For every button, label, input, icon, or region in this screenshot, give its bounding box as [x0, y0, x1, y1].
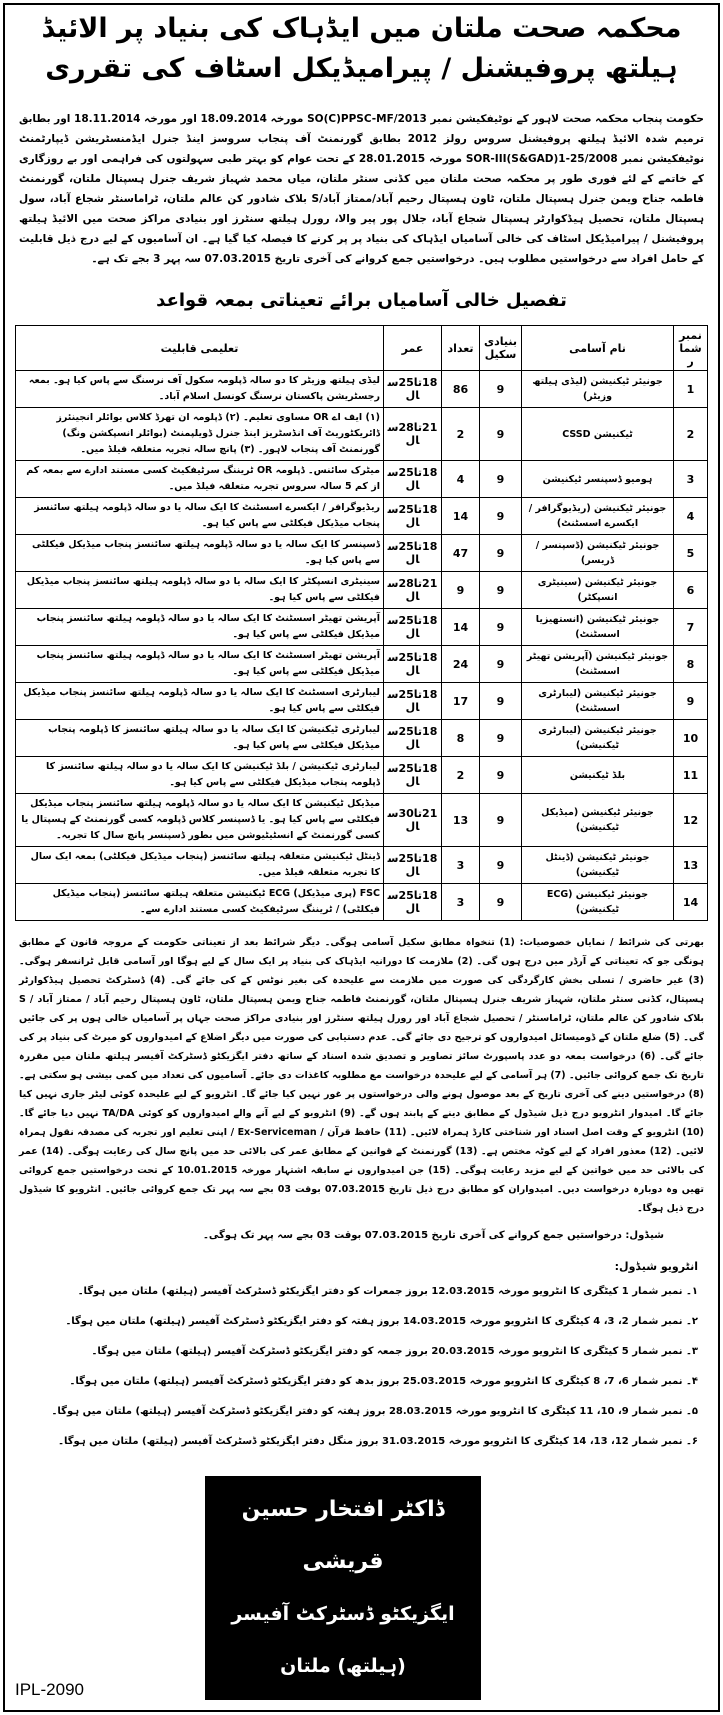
- scale-cell: 9: [480, 408, 522, 461]
- post-name-cell: جونیئر ٹیکنیشن (لیبارٹری ٹیکنیشن): [522, 720, 674, 757]
- age-cell: 18تا25سال: [384, 535, 442, 572]
- table-row: [16, 498, 708, 535]
- serial-cell: 4: [674, 498, 708, 535]
- scale-cell: 9: [480, 572, 522, 609]
- post-name-cell: جونیئر ٹیکنیشن (آپریشن تھیٹر اسسٹنٹ): [522, 646, 674, 683]
- qualification-cell: لیبارٹری اسسٹنٹ کا ایک سالہ یا دو سالہ ڈپلومہ ہیلتھ سائنسز پنجاب میڈیکل فیکلٹی سے پاس کیا ہو۔: [16, 683, 384, 720]
- post-name-cell: جونیئر ٹیکنیشن (ڈینٹل ٹیکنیشن): [522, 847, 674, 884]
- age-cell: 18تا25سال: [384, 646, 442, 683]
- scale-cell: 9: [480, 884, 522, 921]
- age-cell: 18تا25سال: [384, 609, 442, 646]
- count-cell: 9: [442, 572, 480, 609]
- vacancies-table: [15, 325, 708, 921]
- qualification-cell: ڈینٹل ٹیکنیشن متعلقہ ہیلتھ سائنسز (پنجاب میڈیکل فیکلٹی) بمعہ ایک سال کا تجربہ متعلقہ فیلڈ میں۔: [16, 847, 384, 884]
- scale-cell: 9: [480, 847, 522, 884]
- scale-cell: 9: [480, 371, 522, 408]
- post-name-cell: جونیئر ٹیکنیشن (میڈیکل ٹیکنیشن): [522, 794, 674, 847]
- count-cell: 86: [442, 371, 480, 408]
- scale-cell: 9: [480, 646, 522, 683]
- serial-cell: 13: [674, 847, 708, 884]
- age-cell: 21تا28سال: [384, 408, 442, 461]
- table-row: [16, 847, 708, 884]
- table-row: [16, 683, 708, 720]
- ad-frame: [3, 3, 720, 1712]
- table-row: [16, 408, 708, 461]
- interview-item: ۳۔ نمبر شمار 5 کیٹگری کا انٹرویو مورخہ 20.03.2015 بروز جمعہ کو دفتر ایگزیکٹو ڈسٹرکٹ آفیسر (ہیلتھ) ملتان میں ہوگا۔: [91, 1346, 698, 1357]
- scale-cell: 9: [480, 535, 522, 572]
- post-name-cell: جونیئر ٹیکنیشن (سینیٹری انسپکٹر): [522, 572, 674, 609]
- age-cell: 18تا25سال: [384, 757, 442, 794]
- post-name-cell: جونیئر ٹیکنیشن (لیڈی ہیلتھ وزیٹر): [522, 371, 674, 408]
- scale-cell: 9: [480, 461, 522, 498]
- age-cell: 18تا25سال: [384, 371, 442, 408]
- serial-cell: 2: [674, 408, 708, 461]
- scale-cell: 9: [480, 609, 522, 646]
- interview-item: ۶۔ نمبر شمار 12، 13، 14 کیٹگری کا انٹرویو مورخہ 31.03.2015 بروز منگل دفتر ایگزیکٹو ڈسٹرکٹ آفیسر (ہیلتھ) ملتان میں ہوگا۔: [58, 1436, 698, 1447]
- post-name-cell: جونیئر ٹیکنیشن (انستھیزیا اسسٹنٹ): [522, 609, 674, 646]
- column-header: نام آسامی: [522, 326, 674, 371]
- conditions-paragraph: بھرتی کی شرائط / نمایاں خصوصیات: (1) تنخواہ مطابق سکیل آسامی ہوگی۔ دیگر شرائط بعد از تعیناتی حکومت کے مروجہ قانون کے مطابق ہونگی جو کہ تعیناتی کے آرڈر میں درج ہوں گی۔ (2) ملازمت کا دورانیہ ایڈہاک کی بنیاد پر ایک سال کے لیے ہوگا اور آسامی قابل ٹرانسفر ہوگی۔ (3) غیر حاضری / تسلی بخش کارگردگی کی صورت میں ملازمت سے علیحدہ کی بغیر نوٹس کے کی جائے گی۔ (4) ڈسٹرکٹ تحصیل ہیڈکوارٹر ہسپتال، کڈنی سنٹر ملتان، شہباز شریف جنرل ہسپتال ملتان، گورنمنٹ فاطمہ جناح ویمن ہسپتال ملتان، ٹاون ہسپتال رحیم آباد / ممتاز آباد / S بلاک شادور کن عالم ملتان، ٹراماسنٹر / تحصیل شجاع آباد اور رورل ہیلتھ سنٹرز اور بنیادی مراکز صحت جہاں پر آسامیاں خالی ہوں پر کی جائیں گی۔ (5) ضلع ملتان کے ڈومیسائل امیدواروں کو ترجیح دی جائے گی۔ عدم دستیابی کی صورت میں دیگر اضلاع کے امیدواروں کو میرٹ کی بنیاد پر کی جائے گی۔ (6) درخواست بمعہ دو عدد پاسپورٹ سائز تصاویر و تصدیق شدہ اسناد کے ساتھ دفتر ایگزیکٹو ڈسٹرکٹ آفیسر ہیلتھ ملتان میں مقررہ تاریخ تک جمع کروائی جائیں۔ (7) ہر آسامی کے لیے علیحدہ درخواست مع مطلوبہ کاغذات دی جائے۔ آسامیوں کی تعداد میں کمی بیشی ہو سکتی ہے۔ (8) درخواستیں دینے کی آخری تاریخ کے بعد موصول ہونے والی درخواستوں پر غور نہیں کیا جائے گا۔ انٹرویو کے لیے علیحدہ کوئی لیٹر جاری نہیں کیا جائے گا۔ امیدوار انٹرویو درج ذیل شیڈول کے مطابق دینے کے پابند ہوں گے۔ (9) انٹرویو کے لیے آنے والے امیدواروں کو کوئی TA/DA نہیں دیا جائے گا۔ (10) انٹرویو کے وقت اصل اسناد اور شناختی کارڈ ہمراہ لائیں۔ (11) حافظ قرآن / Ex-Serviceman / اپنی تعلیم اور تجربہ کی مصدقہ نقول ہمراہ لائیں۔ (12) معذور افراد کے لیے کوٹہ مختص ہے۔ (13) گورنمنٹ کے قوانین کے مطابق عمر کی بالائی حد میں پانچ سال کی رعایت ہوگی۔ (14) عمر کی بالائی حد میں خواتین کے لیے مزید رعایت ہوگی۔ (15) جن امیدواروں نے سابقہ اشتہار مورخہ 10.01.2015 کے تحت درخواستیں جمع کروائی تھیں وہ دوبارہ درخواست دیں۔ امیدواران کو مطابق درج ذیل تاریخ 07.03.2015 بوقت 03 بجے سہ پہر تک جمع کروائی جائیں۔ انٹرویو کا شیڈول درج ذیل ہوگا۔: [19, 937, 705, 1214]
- qualification-cell: سینیٹری انسپکٹر کا ایک سالہ یا دو سالہ ڈپلومہ ہیلتھ سائنسز پنجاب میڈیکل فیکلٹی سے پاس کیا ہو۔: [16, 572, 384, 609]
- qualification-cell: لیبارٹری ٹیکنیشن کا ایک سالہ یا دو سالہ ہیلتھ سائنسز کا ڈپلومہ پنجاب میڈیکل فیکلٹی سے پاس کیا ہو۔: [16, 720, 384, 757]
- interview-heading: انٹرویو شیڈول:: [614, 1260, 698, 1273]
- scale-cell: 9: [480, 683, 522, 720]
- post-name-cell: جونیئر ٹیکنیشن (ڈسپنسر / ڈریسر): [522, 535, 674, 572]
- table-row: [16, 646, 708, 683]
- column-header: تعداد: [442, 326, 480, 371]
- serial-cell: 12: [674, 794, 708, 847]
- count-cell: 14: [442, 498, 480, 535]
- post-name-cell: جونیئر ٹیکنیشن (لیبارٹری اسسٹنٹ): [522, 683, 674, 720]
- count-cell: 4: [442, 461, 480, 498]
- table-row: [16, 757, 708, 794]
- serial-cell: 9: [674, 683, 708, 720]
- qualification-cell: لیبارٹری ٹیکنیشن / بلڈ ٹیکنیشن کا ایک سالہ یا دو سالہ ہیلتھ سائنسز کا ڈپلومہ پنجاب میڈیکل فیکلٹی سے پاس کیا ہو۔: [16, 757, 384, 794]
- signature-box: [205, 1476, 481, 1700]
- interview-item: ۲۔ نمبر شمار 2، 3، 4 کیٹگری کا انٹرویو مورخہ 14.03.2015 بروز ہفتہ کو دفتر ایگزیکٹو ڈسٹرکٹ آفیسر (ہیلتھ) ملتان میں ہوگا۔: [65, 1316, 698, 1327]
- age-cell: 18تا25سال: [384, 683, 442, 720]
- serial-cell: 6: [674, 572, 708, 609]
- age-cell: 18تا25سال: [384, 884, 442, 921]
- serial-cell: 10: [674, 720, 708, 757]
- post-name-cell: ٹیکنیشن CSSD: [522, 408, 674, 461]
- age-cell: 21تا28سال: [384, 572, 442, 609]
- intro-paragraph: حکومت پنجاب محکمہ صحت لاہور کے نوٹیفکیشن نمبر SO(C)PPSC-MF/2013 مورخہ 18.09.2014 اور مورخہ 18.11.2014 اور بطابق ترمیم شدہ الائیڈ ہیلتھ پروفیشنل سروس رولز 2012 بطابق گورنمنٹ آف پنجاب سروسز اینڈ جنرل ایڈمنسٹریشن ڈیپارٹمنٹ نوٹیفکیشن نمبر SOR-III(S&GAD)1-25/2008 مورخہ 28.01.2015 کے تحت عوام کو بہتر طبی سہولتوں کی فراہمی اور بے روزگاری کے خاتمے کے لئے فوری طور پر محکمہ صحت ملتان میں کڈنی سنٹر ملتان، میاں محمد شہباز شریف جنرل ہسپتال ملتان، گورنمنٹ فاطمہ جناح ویمن جنرل ہسپتال ملتان، ٹاون ہسپتال رحیم آباد/ممتاز آباد/S بلاک شادور کن عالم ملتان، ٹراماسنٹر شجاع آباد، سول ہسپتال ملتان، تحصیل ہیڈکوارٹر ہسپتال شجاع آباد، جلال پور پیر والا، رورل ہیلتھ سنٹرز اور بنیادی مراکز صحت میں الائیڈ ہیلتھ پروفیشنل / پیرامیڈیکل اسٹاف کی خالی آسامیاں ایڈہاک کی بنیاد پر پر کرنے کا فیصلہ کیا گیا ہے۔ ان آسامیوں کے لیے درج ذیل قابلیت کے حامل افراد سے درخواستیں مطلوب ہیں۔ درخواستیں جمع کروانے کی آخری تاریخ 07.03.2015 سہ پہر 3 بجے تک ہے۔: [19, 113, 705, 265]
- post-name-cell: بلڈ ٹیکنیشن: [522, 757, 674, 794]
- serial-cell: 14: [674, 884, 708, 921]
- serial-cell: 11: [674, 757, 708, 794]
- serial-cell: 7: [674, 609, 708, 646]
- age-cell: 21تا30سال: [384, 794, 442, 847]
- table-row: [16, 720, 708, 757]
- post-name-cell: جونیئر ٹیکنیشن (ریڈیوگرافر / ایکسرے اسسٹنٹ): [522, 498, 674, 535]
- column-header: عمر: [384, 326, 442, 371]
- qualification-cell: FSC (پری میڈیکل) ECG ٹیکنیشن متعلقہ ہیلتھ سائنسز (پنجاب میڈیکل فیکلٹی) / ٹریننگ سرٹیفکیٹ کسی مستند ادارے سے۔: [16, 884, 384, 921]
- signatory-name: ڈاکٹر افتخار حسین قریشی: [241, 1497, 445, 1574]
- table-row: [16, 609, 708, 646]
- qualification-cell: لیڈی ہیلتھ وزیٹر کا دو سالہ ڈپلومہ سکول آف نرسنگ سے پاس کیا ہو۔ بمعہ رجسٹریشن پاکستان نرسنگ کونسل اسلام آباد۔: [16, 371, 384, 408]
- count-cell: 3: [442, 847, 480, 884]
- count-cell: 47: [442, 535, 480, 572]
- count-cell: 24: [442, 646, 480, 683]
- scale-cell: 9: [480, 794, 522, 847]
- age-cell: 18تا25سال: [384, 847, 442, 884]
- table-row: [16, 794, 708, 847]
- table-row: [16, 884, 708, 921]
- interview-item: ۱۔ نمبر شمار 1 کیٹگری کا انٹرویو مورخہ 12.03.2015 بروز جمعرات کو دفتر ایگزیکٹو ڈسٹرکٹ آفیسر (ہیلتھ) ملتان میں ہوگا۔: [77, 1286, 698, 1297]
- ad-code: IPL-2090: [15, 1680, 84, 1699]
- count-cell: 14: [442, 609, 480, 646]
- table-header-row: [16, 326, 708, 371]
- count-cell: 3: [442, 884, 480, 921]
- serial-cell: 5: [674, 535, 708, 572]
- count-cell: 2: [442, 408, 480, 461]
- post-name-cell: جونیئر ٹیکنیشن (ECG ٹیکنیشن): [522, 884, 674, 921]
- count-cell: 2: [442, 757, 480, 794]
- table-row: [16, 371, 708, 408]
- table-row: [16, 535, 708, 572]
- count-cell: 13: [442, 794, 480, 847]
- qualification-cell: (۱) ایف اے OR مساوی تعلیم۔ (۲) ڈپلومہ ان تھرڈ کلاس بوائلر انجینئرز ڈائریکٹوریٹ آف انڈسٹریز اینڈ جنرل ڈویلپمنٹ (بوائلر انسپکشن ونگ) گورنمنٹ آف پنجاب لاہور۔ (۳) پانچ سالہ تجربہ متعلقہ فیلڈ میں۔: [16, 408, 384, 461]
- ad-title: محکمہ صحت ملتان میں ایڈہاک کی بنیاد پر الائیڈ ہیلتھ پروفیشنل / پیرامیڈیکل اسٹاف کی تقرری: [41, 13, 682, 84]
- serial-cell: 1: [674, 371, 708, 408]
- serial-cell: 8: [674, 646, 708, 683]
- column-header: بنیادی سکیل: [480, 326, 522, 371]
- qualification-cell: میڈیکل ٹیکنیشن کا ایک سالہ یا دو سالہ ڈپلومہ ہیلتھ سائنسز پنجاب میڈیکل فیکلٹی سے پاس کیا ہو۔ یا ڈسپنسر کلاس ڈپلومہ کسی گورنمنٹ کے ہسپتال یا کسی گورنمنٹ کے انسٹیٹیوشن میں بطور ڈسپنسر پانچ سال کا تجربہ۔: [16, 794, 384, 847]
- scale-cell: 9: [480, 720, 522, 757]
- column-header: تعلیمی قابلیت: [16, 326, 384, 371]
- scale-cell: 9: [480, 498, 522, 535]
- serial-cell: 3: [674, 461, 708, 498]
- count-cell: 17: [442, 683, 480, 720]
- footer-row: [15, 1476, 708, 1700]
- post-name-cell: ہومیو ڈسپنسر ٹیکنیشن: [522, 461, 674, 498]
- table-title: تفصیل خالی آسامیاں برائے تعیناتی بمعہ قواعد: [156, 290, 567, 311]
- qualification-cell: آپریشن تھیٹر اسسٹنٹ کا ایک سالہ یا دو سالہ ڈپلومہ ہیلتھ سائنسز پنجاب میڈیکل فیکلٹی سے پاس کیا ہو۔: [16, 646, 384, 683]
- count-cell: 8: [442, 720, 480, 757]
- table-row: [16, 461, 708, 498]
- qualification-cell: میٹرک سائنس۔ ڈپلومہ OR ٹریننگ سرٹیفکیٹ کسی مستند ادارے سے بمعہ کم از کم 5 سالہ سروس تجربہ متعلقہ فیلڈ میں۔: [16, 461, 384, 498]
- age-cell: 18تا25سال: [384, 498, 442, 535]
- interview-item: ۵۔ نمبر شمار 9، 10، 11 کیٹگری کا انٹرویو مورخہ 28.03.2015 بروز ہفتہ کو دفتر ایگزیکٹو ڈسٹرکٹ آفیسر (ہیلتھ) ملتان میں ہوگا۔: [51, 1406, 698, 1417]
- deadline-line: شیڈول: درخواستیں جمع کروانے کی آخری تاریخ 07.03.2015 بوقت 03 بجے سہ پہر تک ہوگی۔: [203, 1230, 664, 1241]
- column-header: نمبر شمار: [674, 326, 708, 371]
- qualification-cell: ریڈیوگرافر / ایکسرے اسسٹنٹ کا ایک سالہ یا دو سالہ ڈپلومہ ہیلتھ سائنسز پنجاب میڈیکل فیکلٹی سے پاس کیا ہو۔: [16, 498, 384, 535]
- qualification-cell: ڈسپنسر کا ایک سالہ یا دو سالہ ڈپلومہ ہیلتھ سائنسز پنجاب میڈیکل فیکلٹی سے پاس کیا ہو۔: [16, 535, 384, 572]
- qualification-cell: آپریشن تھیٹر اسسٹنٹ کا ایک سالہ یا دو سالہ ڈپلومہ ہیلتھ سائنسز پنجاب میڈیکل فیکلٹی سے پاس کیا ہو۔: [16, 609, 384, 646]
- interview-schedule: [25, 1282, 698, 1462]
- age-cell: 18تا25سال: [384, 720, 442, 757]
- scale-cell: 9: [480, 757, 522, 794]
- signatory-designation: ایگزیکٹو ڈسٹرکٹ آفیسر (ہیلتھ) ملتان: [231, 1603, 455, 1677]
- age-cell: 18تا25سال: [384, 461, 442, 498]
- table-row: [16, 572, 708, 609]
- interview-item: ۴۔ نمبر شمار 6، 7، 8 کیٹگری کا انٹرویو مورخہ 25.03.2015 بروز بدھ کو دفتر ایگزیکٹو ڈسٹرکٹ آفیسر (ہیلتھ) ملتان میں ہوگا۔: [69, 1376, 698, 1387]
